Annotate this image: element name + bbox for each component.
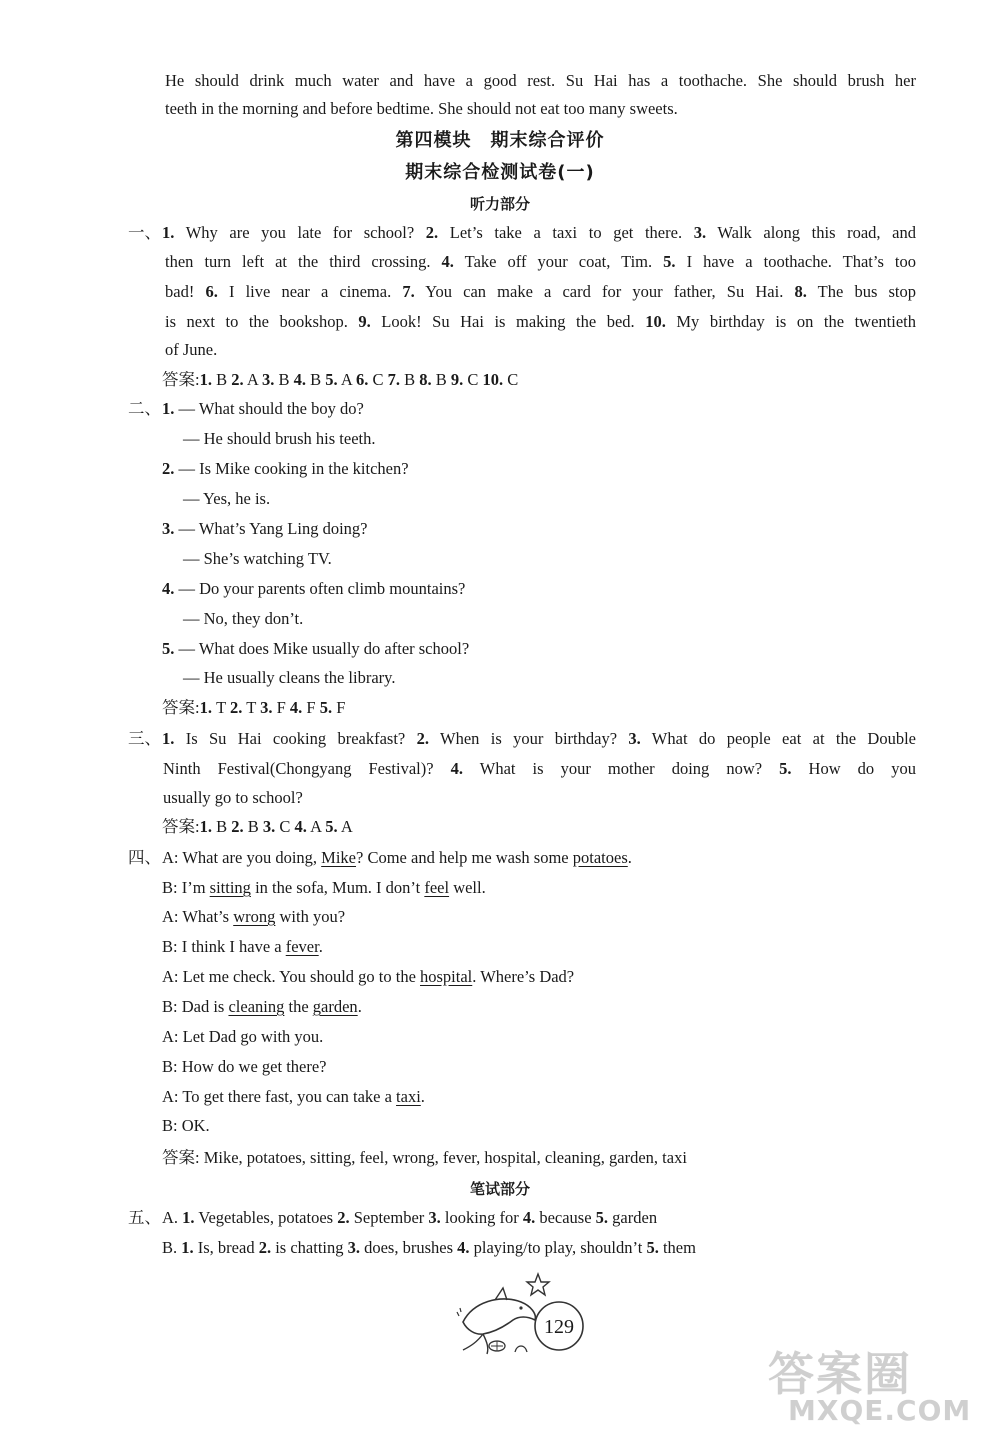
sec4-line [162, 996, 362, 1018]
text-segment: B: How do we get there? [162, 1057, 327, 1076]
sec2-line [183, 608, 303, 630]
text-segment: A: What are you doing, [162, 848, 322, 867]
item-number: 3. [261, 370, 275, 389]
item-number: 1. [199, 698, 212, 717]
item-number: 5. [663, 252, 676, 271]
text-segment: — No, they don’t. [183, 609, 304, 628]
sec1-line [165, 339, 217, 361]
sec5-line-b [162, 1237, 696, 1259]
sec4-line [162, 847, 632, 869]
text-segment: Take off your coat, Tim. [453, 252, 664, 271]
text-segment: . [318, 937, 323, 956]
text-segment: B: OK. [162, 1116, 210, 1135]
item-number: 3. [162, 519, 175, 538]
text-segment: F [302, 698, 320, 717]
text-segment: T [242, 698, 261, 717]
sec1-line [165, 251, 916, 273]
text-segment: B [211, 370, 232, 389]
item-number: 4. [441, 252, 454, 271]
sec2-line [183, 548, 332, 570]
filled-blank: hospital [420, 967, 473, 986]
text-segment: Let’s take a taxi to get there. [438, 223, 694, 242]
item-number: 2. [425, 223, 439, 242]
filled-blank: wrong [233, 907, 276, 926]
item-number: 2. [231, 817, 244, 836]
text-segment: well. [449, 878, 486, 897]
item-number: 5. [779, 759, 792, 778]
page-number: 129 [544, 1316, 574, 1338]
text-segment: . [420, 1087, 425, 1106]
text-segment: Ninth Festival(Chongyang Festival)? [163, 759, 451, 778]
section-5-marker: 五、 [128, 1208, 161, 1227]
text-segment: A [243, 370, 262, 389]
filled-blank: sitting [209, 878, 251, 897]
item-number: 4. [457, 1238, 470, 1257]
text-segment: B: I’m [162, 878, 210, 897]
text-segment: — What does Mike usually do after school? [174, 639, 470, 658]
sec3-answer [162, 816, 353, 838]
item-number: 4. [289, 698, 303, 717]
watermark [748, 1336, 998, 1432]
text-segment: B [274, 370, 294, 389]
sec3-line [163, 787, 303, 809]
item-number: 1. [199, 370, 212, 389]
text-segment: B [243, 817, 263, 836]
text-segment: How do you [791, 759, 916, 778]
text-segment: B. [162, 1238, 182, 1257]
text-segment: ? Come and help me wash some [356, 848, 573, 867]
sec3-line [163, 758, 916, 780]
text-segment: then turn left at the third crossing. [165, 252, 442, 271]
text-segment: I live near a cinema. [217, 282, 403, 301]
text-segment: them [658, 1238, 696, 1257]
item-number: 5. [319, 698, 333, 717]
text-segment: B [400, 370, 420, 389]
item-number: 1. [162, 399, 175, 418]
section-4-marker: 四、 [128, 848, 161, 867]
sec1-answer [162, 369, 518, 391]
written-section-title: 笔试部分 [469, 1180, 530, 1198]
text-segment: Why are you late for school? [174, 223, 426, 242]
test-title: 期末综合检测试卷(一) [405, 162, 595, 183]
text-segment: A: Let Dad go with you. [162, 1027, 324, 1046]
text-segment: 答案: [162, 817, 200, 836]
item-number: 5. [646, 1238, 659, 1257]
text-segment: — She’s watching TV. [183, 549, 332, 568]
item-number: 4. [450, 759, 464, 778]
item-number: 10. [482, 370, 504, 389]
text-segment: A [337, 817, 353, 836]
item-number: 8. [419, 370, 432, 389]
watermark-logo-text: 答案圈 [768, 1347, 912, 1401]
sec2-line [162, 458, 409, 480]
text-segment: the [284, 997, 313, 1016]
sec2-line [162, 638, 469, 660]
text-segment: A [306, 817, 326, 836]
item-number: 2. [258, 1238, 272, 1257]
filled-blank: Mike [321, 848, 357, 867]
text-segment: C [275, 817, 295, 836]
text-segment: — What’s Yang Ling doing? [174, 519, 368, 538]
intro-line-1: He should drink much water and have a good rest. Su Hai has a toothache. She should brush her [165, 71, 916, 90]
item-number: 5. [325, 817, 338, 836]
text-segment: A. [162, 1208, 183, 1227]
dolphin-icon [455, 1272, 585, 1362]
text-segment: — What should the boy do? [174, 399, 364, 418]
item-number: 6. [205, 282, 218, 301]
text-segment: usually go to school? [163, 788, 303, 807]
text-segment: is next to the bookshop. [165, 312, 359, 331]
item-number: 6. [355, 370, 369, 389]
item-number: 3. [262, 817, 276, 836]
sec4-line [162, 936, 323, 958]
item-number: 4. [294, 817, 307, 836]
item-number: 3. [693, 223, 707, 242]
text-segment: I have a toothache. That’s too [675, 252, 916, 271]
section-1-marker: 一、 [128, 223, 161, 242]
item-number: 2. [230, 698, 243, 717]
text-segment: Is, bread [193, 1238, 259, 1257]
item-number: 1. [199, 817, 212, 836]
sec4-line [162, 1056, 327, 1078]
item-number: 1. [162, 729, 175, 748]
section-3-marker: 三、 [128, 729, 161, 748]
text-segment: Walk along this road, and [706, 223, 916, 242]
item-number: 2. [337, 1208, 350, 1227]
text-segment: C [368, 370, 388, 389]
text-segment: . [627, 848, 632, 867]
sec4-line [162, 906, 345, 928]
text-segment: Vegetables, potatoes [194, 1208, 338, 1227]
text-segment: — Is Mike cooking in the kitchen? [174, 459, 409, 478]
item-number: 3. [428, 1208, 441, 1227]
text-segment: When is your birthday? [428, 729, 629, 748]
text-segment: T [211, 698, 230, 717]
text-segment: in the sofa, Mum. I don’t [250, 878, 425, 897]
text-segment: — He should brush his teeth. [183, 429, 376, 448]
item-number: 4. [162, 579, 175, 598]
filled-blank: feel [424, 878, 450, 897]
sec2-answer [162, 697, 345, 719]
text-segment: A: To get there fast, you can take a [162, 1087, 397, 1106]
text-segment: with you? [275, 907, 346, 926]
text-segment: of June. [165, 340, 218, 359]
sec4-line [162, 1086, 425, 1108]
text-segment: playing/to play, shouldn’t [469, 1238, 647, 1257]
sec4-line [162, 966, 574, 988]
filled-blank: taxi [396, 1087, 421, 1106]
text-segment: What do people eat at the Double [640, 729, 916, 748]
sec1-line [165, 281, 916, 303]
text-segment: My birthday is on the twentieth [665, 312, 916, 331]
text-segment: A: Let me check. You should go to the [162, 967, 421, 986]
item-number: 9. [450, 370, 464, 389]
item-number: 7. [387, 370, 400, 389]
text-segment: What is your mother doing now? [463, 759, 780, 778]
sec4-line [162, 1115, 210, 1137]
text-segment: A [337, 370, 356, 389]
text-segment: B [431, 370, 451, 389]
filled-blank: potatoes [572, 848, 628, 867]
text-segment: does, brushes [359, 1238, 458, 1257]
item-number: 5. [595, 1208, 609, 1227]
text-segment: looking for [440, 1208, 523, 1227]
text-segment: B: Dad is [162, 997, 229, 1016]
item-number: 9. [358, 312, 371, 331]
text-segment: — Do your parents often climb mountains? [174, 579, 466, 598]
filled-blank: garden [312, 997, 358, 1016]
item-number: 3. [260, 698, 273, 717]
text-segment: is chatting [271, 1238, 348, 1257]
text-segment: B [305, 370, 326, 389]
text-segment: Look! Su Hai is making the bed. [370, 312, 646, 331]
item-number: 4. [522, 1208, 536, 1227]
sec3-line [162, 728, 916, 750]
text-segment: garden [608, 1208, 658, 1227]
text-segment: B [211, 817, 232, 836]
item-number: 4. [293, 370, 306, 389]
item-number: 5. [162, 639, 175, 658]
text-segment: The bus stop [806, 282, 917, 301]
text-segment: bad! [165, 282, 206, 301]
sec2-line [183, 488, 270, 510]
page-number-illustration [455, 1272, 585, 1362]
watermark-url: MXQE.COM [788, 1394, 972, 1427]
item-number: 10. [645, 312, 666, 331]
text-segment: — Yes, he is. [183, 489, 271, 508]
listening-section-title: 听力部分 [469, 195, 530, 213]
sec2-line [162, 518, 368, 540]
item-number: 8. [794, 282, 807, 301]
text-segment: 答案: [162, 370, 200, 389]
item-number: 7. [402, 282, 415, 301]
item-number: 2. [416, 729, 429, 748]
sec2-line [162, 578, 465, 600]
text-segment: September [349, 1208, 429, 1227]
sec4-answer: 答案: Mike, potatoes, sitting, feel, wrong, fever, hospital, cleaning, garden, taxi [162, 1148, 687, 1167]
sec1-line [162, 222, 916, 244]
item-number: 3. [628, 729, 641, 748]
text-segment: C [463, 370, 483, 389]
item-number: 2. [162, 459, 175, 478]
section-2-marker: 二、 [128, 399, 161, 418]
text-segment: 答案: [162, 698, 200, 717]
text-segment: F [332, 698, 346, 717]
item-number: 2. [231, 370, 244, 389]
text-segment: — He usually cleans the library. [183, 668, 396, 687]
text-segment: . Where’s Dad? [472, 967, 575, 986]
text-segment: . [357, 997, 362, 1016]
text-segment: because [535, 1208, 596, 1227]
intro-line-2: teeth in the morning and before bedtime. She should not eat too many sweets. [165, 99, 678, 118]
filled-blank: cleaning [228, 997, 285, 1016]
item-number: 1. [182, 1208, 195, 1227]
text-segment: You can make a card for your father, Su Hai. [414, 282, 795, 301]
sec2-line [183, 428, 375, 450]
text-segment: C [503, 370, 519, 389]
sec1-line [165, 311, 916, 333]
item-number: 1. [181, 1238, 194, 1257]
item-number: 5. [325, 370, 338, 389]
filled-blank: fever [285, 937, 319, 956]
text-segment: F [272, 698, 290, 717]
module-title: 第四模块 期末综合评价 [395, 130, 605, 151]
sec5-line-a [162, 1207, 657, 1229]
item-number: 3. [347, 1238, 360, 1257]
sec4-line [162, 877, 486, 899]
sec4-line [162, 1026, 323, 1048]
text-segment: B: I think I have a [162, 937, 286, 956]
item-number: 1. [162, 223, 175, 242]
text-segment: A: What’s [162, 907, 234, 926]
sec2-line [183, 667, 395, 689]
text-segment: Is Su Hai cooking breakfast? [174, 729, 417, 748]
sec2-line [162, 398, 364, 420]
